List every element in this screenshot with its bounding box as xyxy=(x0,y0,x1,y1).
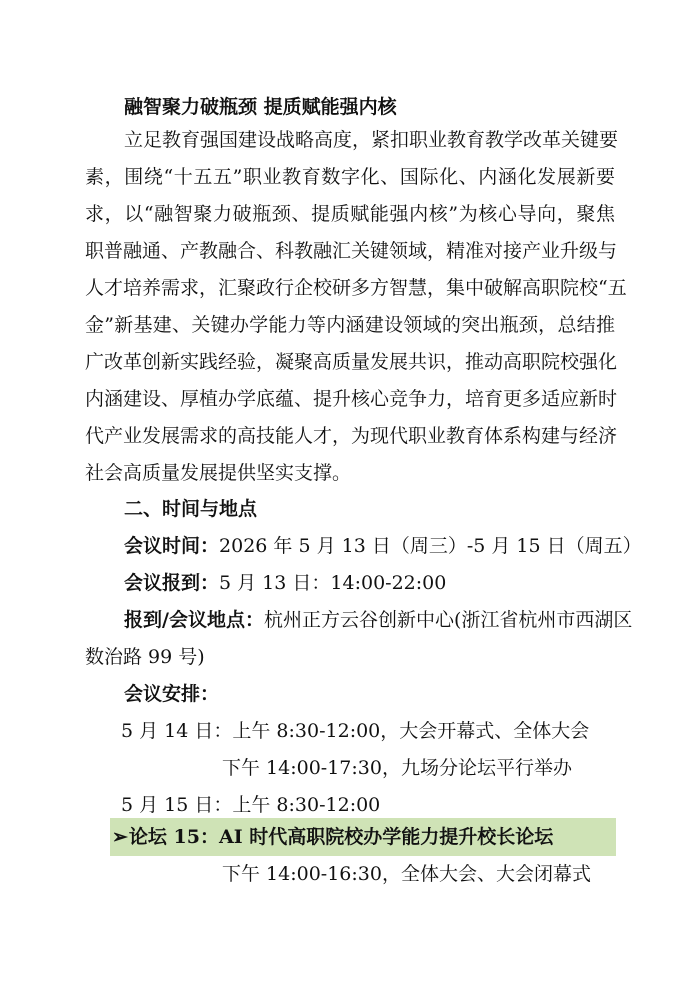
registration-label: 会议报到： xyxy=(124,572,220,594)
schedule-label: 会议安排： xyxy=(124,683,220,705)
paragraph-line: 社会高质量发展提供坚实支撑。 xyxy=(85,462,352,484)
paragraph-line: 求，以“融智聚力破瓶颈、提质赋能强内核”为核心导向，聚焦 xyxy=(85,203,615,225)
paragraph-line: 职普融通、产教融合、科教融汇关键领域，精准对接产业升级与 xyxy=(85,240,618,262)
paragraph-line: 立足教育强国建设战略高度，紧扣职业教育教学改革关键要 xyxy=(124,129,619,151)
meeting-time-value: 2026 年 5 月 13 日（周三）-5 月 15 日（周五） xyxy=(219,535,642,557)
forum-highlight xyxy=(112,825,553,849)
venue-value: 杭州正方云谷创新中心(浙江省杭州市西湖区 xyxy=(263,609,633,631)
venue-label: 报到/会议地点： xyxy=(124,609,264,631)
venue-row xyxy=(124,608,633,632)
section-title: 融智聚力破瓶颈 提质赋能强内核 xyxy=(124,96,397,118)
paragraph-line: 素，围绕“十五五”职业教育数字化、国际化、内涵化发展新要 xyxy=(85,166,615,188)
paragraph-line: 金”新基建、关键办学能力等内涵建设领域的突出瓶颈，总结推 xyxy=(85,314,615,336)
meeting-time-row xyxy=(124,534,642,558)
schedule-item: 上午 8:30-12:00 xyxy=(232,794,381,816)
schedule-item: 上午 8:30-12:00，大会开幕式、全体大会 xyxy=(232,720,590,742)
schedule-day2-am xyxy=(121,793,380,817)
schedule-date: 5 月 14 日： xyxy=(121,720,233,742)
arrow-bullet-icon: ➢ xyxy=(112,826,128,848)
section-heading: 二、时间与地点 xyxy=(124,498,258,520)
paragraph-line: 人才培养需求，汇聚政行企校研多方智慧，集中破解高职院校“五 xyxy=(85,277,627,299)
schedule-day1-am xyxy=(121,719,589,743)
registration-row xyxy=(124,571,446,595)
registration-value: 5 月 13 日：14:00-22:00 xyxy=(219,572,447,594)
paragraph-line: 广改革创新实践经验，凝聚高质量发展共识，推动高职院校强化 xyxy=(85,351,618,373)
schedule-day1-pm: 下午 14:00-17:30，九场分论坛平行举办 xyxy=(222,757,572,779)
paragraph-line: 内涵建设、厚植办学底蕴、提升核心竞争力，培育更多适应新时 xyxy=(85,388,618,410)
schedule-date: 5 月 15 日： xyxy=(121,794,233,816)
venue-value-continued: 数治路 99 号) xyxy=(85,646,205,668)
meeting-time-label: 会议时间： xyxy=(124,535,220,557)
schedule-day2-pm: 下午 14:00-16:30，全体大会、大会闭幕式 xyxy=(222,863,591,885)
paragraph-line: 代产业发展需求的高技能人才，为现代职业教育体系构建与经济 xyxy=(85,425,618,447)
forum-title: 论坛 15：AI 时代高职院校办学能力提升校长论坛 xyxy=(128,826,554,848)
